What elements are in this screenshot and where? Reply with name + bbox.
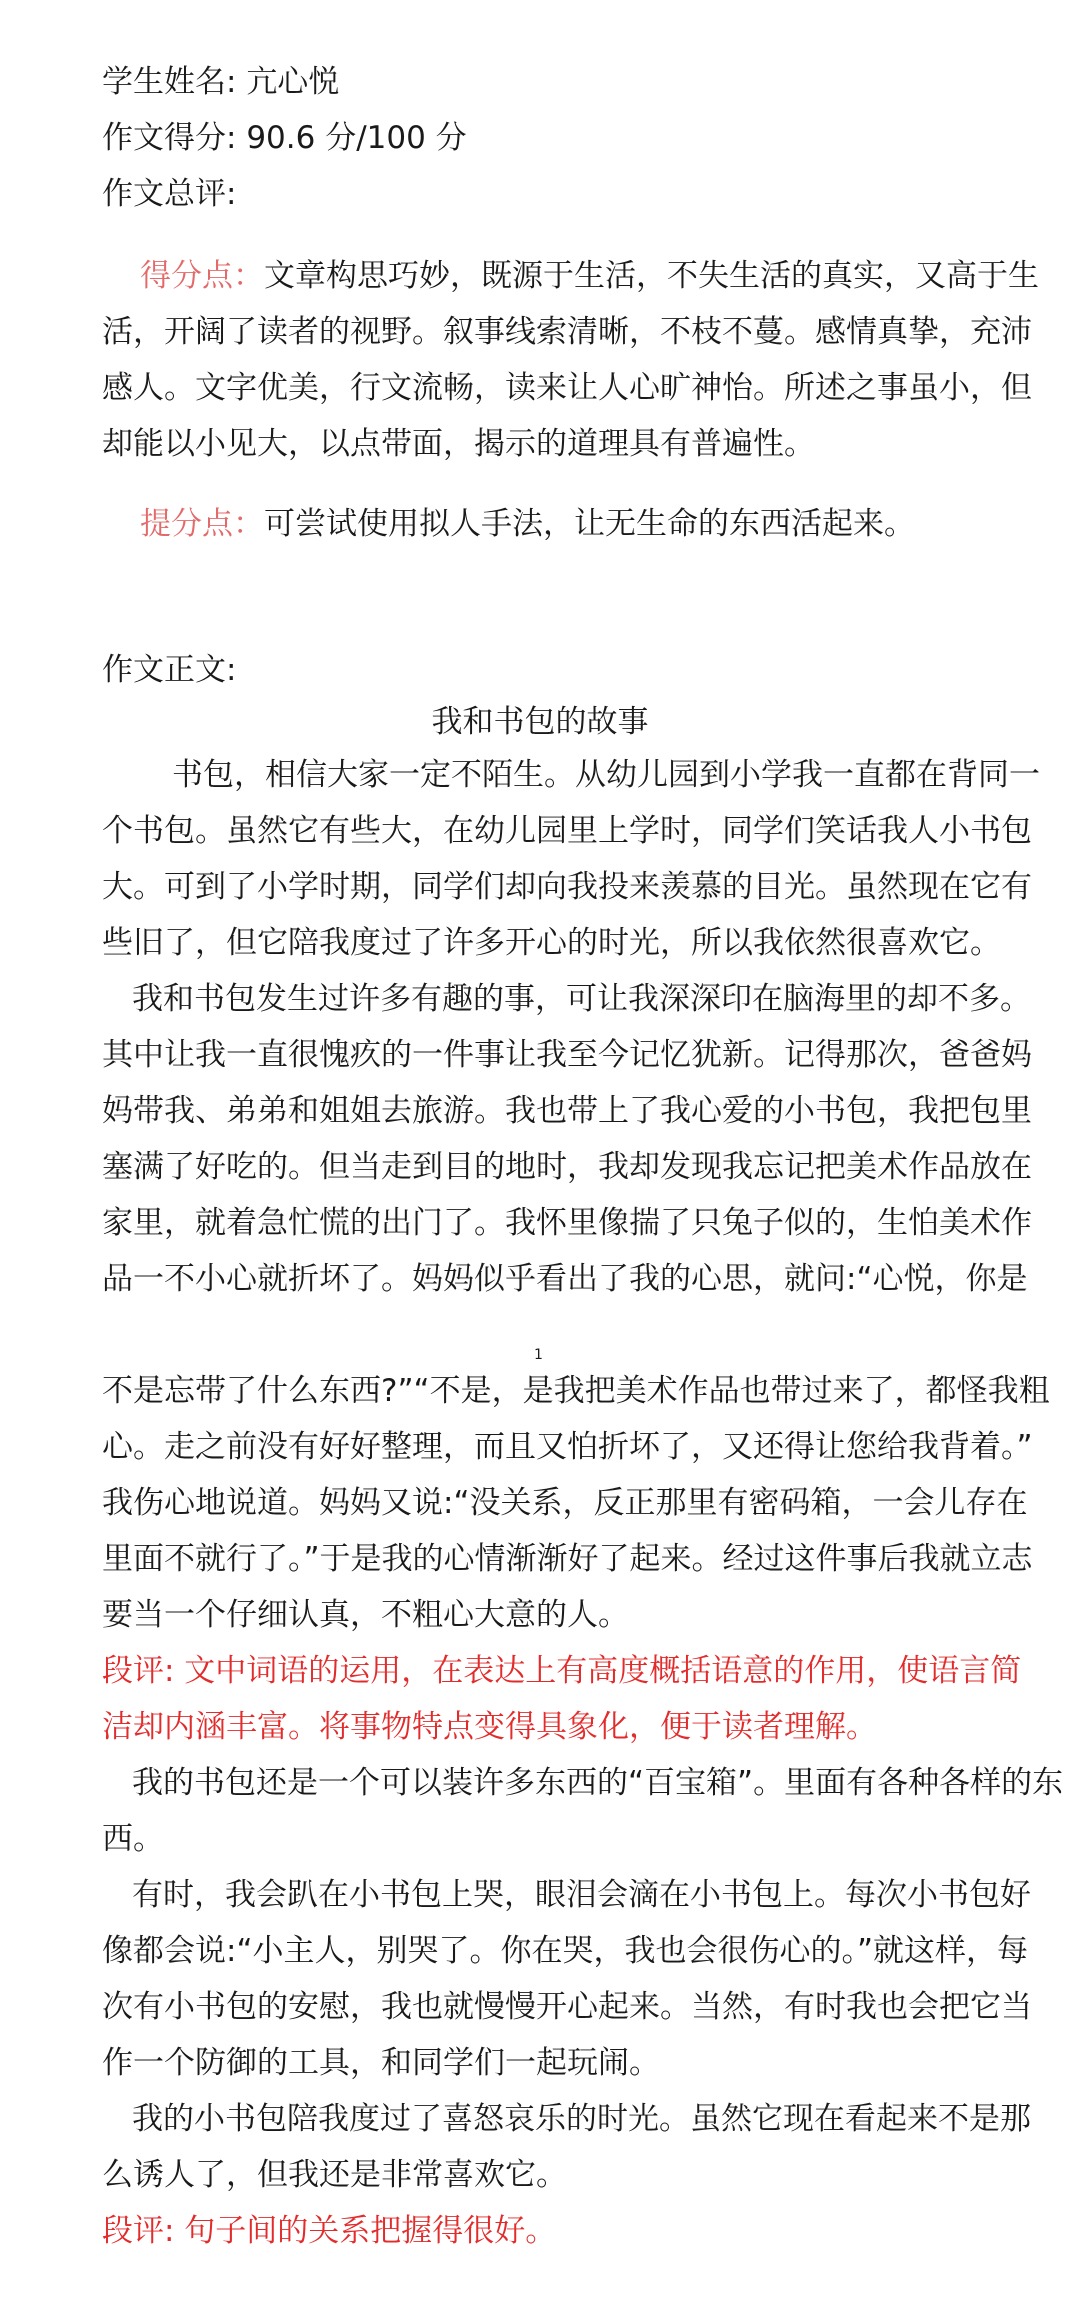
essay-line: 塞满了好吃的。但当走到目的地时，我却发现我忘记把美术作品放在 [102, 1149, 1032, 1185]
paragraph-comment: 段评: 文中词语的运用，在表达上有高度概括语意的作用，使语言简 [102, 1653, 1022, 1689]
essay-line: 心。走之前没有好好整理，而且又怕折坏了，又还得让您给我背着。” [102, 1429, 1033, 1465]
paragraph-comment: 段评: 句子间的关系把握得很好。 [102, 2213, 557, 2249]
essay-section-label: 作文正文: [102, 652, 237, 688]
student-name-row [102, 62, 982, 102]
student-name-label: 学生姓名: [102, 64, 247, 100]
essay-line: 我和书包发生过许多有趣的事，可让我深深印在脑海里的却不多。 [132, 981, 1031, 1017]
essay-line: 些旧了，但它陪我度过了许多开心的时光，所以我依然很喜欢它。 [102, 925, 1001, 961]
paragraph-comment: 洁却内涵丰富。将事物特点变得具象化，便于读者理解。 [102, 1709, 877, 1745]
essay-title: 我和书包的故事 [431, 704, 649, 740]
page-number: 1 [534, 1347, 543, 1363]
essay-line: 西。 [102, 1821, 164, 1857]
score-label: 作文得分: [102, 120, 247, 156]
improvement-line [140, 504, 1020, 544]
essay-line: 么诱人了，但我还是非常喜欢它。 [102, 2157, 567, 2193]
essay-line: 要当一个仔细认真，不粗心大意的人。 [102, 1597, 629, 1633]
score-value: 90.6 分/100 分 [246, 120, 467, 156]
essay-line: 有时，我会趴在小书包上哭，眼泪会滴在小书包上。每次小书包好 [132, 1877, 1031, 1913]
strengths-text: 文章构思巧妙，既源于生活，不失生活的真实，又高于生 [264, 258, 1039, 294]
improvement-text: 可尝试使用拟人手法，让无生命的东西活起来。 [264, 506, 915, 542]
essay-line: 次有小书包的安慰，我也就慢慢开心起来。当然，有时我也会把它当 [102, 1989, 1032, 2025]
essay-line: 我伤心地说道。妈妈又说:“没关系，反正那里有密码箱，一会儿存在 [102, 1485, 1028, 1521]
strengths-line: 却能以小见大，以点带面，揭示的道理具有普遍性。 [102, 426, 815, 462]
score-row [102, 118, 982, 158]
essay-line: 书包，相信大家一定不陌生。从幼儿园到小学我一直都在背同一 [172, 757, 1040, 793]
essay-line: 妈带我、弟弟和姐姐去旅游。我也带上了我心爱的小书包，我把包里 [102, 1093, 1032, 1129]
essay-line: 个书包。虽然它有些大，在幼儿园里上学时，同学们笑话我人小书包 [102, 813, 1032, 849]
student-name-value: 亢心悦 [246, 64, 340, 100]
essay-line: 作一个防御的工具，和同学们一起玩闹。 [102, 2045, 660, 2081]
essay-line: 里面不就行了。”于是我的心情渐渐好了起来。经过这件事后我就立志 [102, 1541, 1033, 1577]
strengths-line: 感人。文字优美，行文流畅，读来让人心旷神怡。所述之事虽小，但 [102, 370, 1032, 406]
essay-line: 大。可到了小学时期，同学们却向我投来羡慕的目光。虽然现在它有 [102, 869, 1032, 905]
essay-line: 家里，就着急忙慌的出门了。我怀里像揣了只兔子似的，生怕美术作 [102, 1205, 1032, 1241]
strengths-line: 活，开阔了读者的视野。叙事线索清晰，不枝不蔓。感情真挚，充沛 [102, 314, 1032, 350]
improvement-label: 提分点： [140, 506, 264, 542]
essay-line: 品一不小心就折坏了。妈妈似乎看出了我的心思，就问:“心悦，你是 [102, 1261, 1028, 1297]
essay-line: 其中让我一直很愧疚的一件事让我至今记忆犹新。记得那次，爸爸妈 [102, 1037, 1032, 1073]
essay-line: 像都会说:“小主人，别哭了。你在哭，我也会很伤心的。”就这样，每 [102, 1933, 1029, 1969]
essay-line: 我的书包还是一个可以装许多东西的“百宝箱”。里面有各种各样的东 [132, 1765, 1064, 1801]
essay-line: 我的小书包陪我度过了喜怒哀乐的时光。虽然它现在看起来不是那 [132, 2101, 1031, 2137]
strengths-label: 得分点： [140, 258, 264, 294]
strengths-line [140, 256, 1039, 296]
essay-line: 不是忘带了什么东西?”“不是，是我把美术作品也带过来了，都怪我粗 [102, 1373, 1050, 1409]
overall-review-label: 作文总评: [102, 176, 237, 212]
